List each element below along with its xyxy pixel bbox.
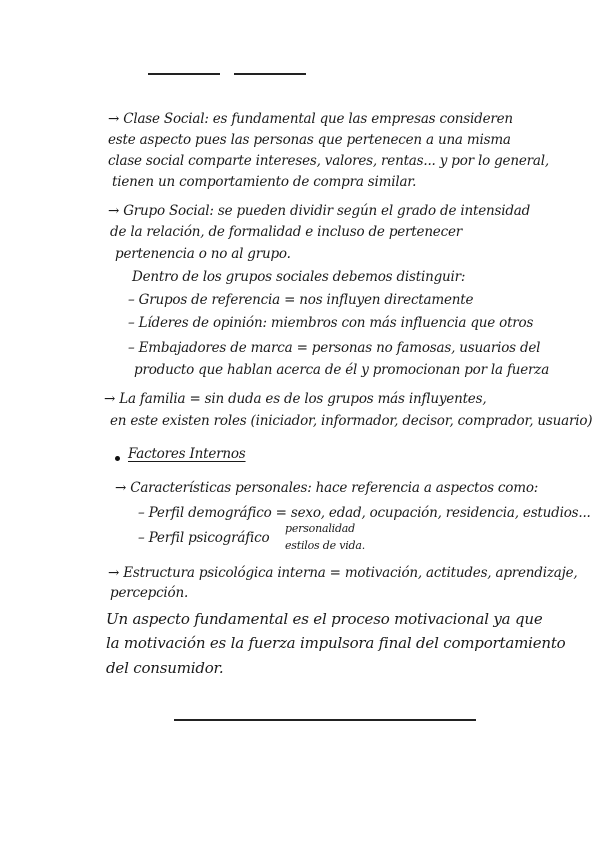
note-line: producto que hablan acerca de él y promocionan por la fuerza <box>134 362 550 378</box>
top-rule-left <box>148 73 220 75</box>
note-line: – Perfil demográfico = sexo, edad, ocupación, residencia, estudios... <box>138 505 591 521</box>
note-line: → Clase Social: es fundamental que las empresas consideren <box>108 111 513 127</box>
note-line: personalidad <box>285 522 355 535</box>
note-line: la motivación es la fuerza impulsora final del comportamiento <box>106 634 566 652</box>
section-heading: Factores Internos <box>128 446 246 462</box>
note-line: Un aspecto fundamental es el proceso motivacional ya que <box>106 610 543 628</box>
note-line: de la relación, de formalidad e incluso de pertenecer <box>110 224 463 240</box>
note-line: – Perfil psicográfico <box>138 530 270 546</box>
note-line: → Estructura psicológica interna = motivación, actitudes, aprendizaje, <box>108 565 578 581</box>
note-line: este aspecto pues las personas que pertenecen a una misma <box>108 132 511 148</box>
note-line: percepción. <box>110 585 189 601</box>
note-line: → La familia = sin duda es de los grupos más influyentes, <box>104 391 487 407</box>
note-line: en este existen roles (iniciador, informador, decisor, comprador, usuario) <box>110 413 593 429</box>
note-line: pertenencia o no al grupo. <box>115 246 291 262</box>
note-line: – Líderes de opinión: miembros con más influencia que otros <box>128 315 534 331</box>
note-line: estilos de vida. <box>285 539 366 552</box>
note-line: → Grupo Social: se pueden dividir según el grado de intensidad <box>108 203 531 219</box>
note-line: del consumidor. <box>106 659 224 677</box>
bullet-dot <box>115 456 120 461</box>
note-line: Dentro de los grupos sociales debemos distinguir: <box>132 269 466 285</box>
note-line: – Embajadores de marca = personas no famosas, usuarios del <box>128 340 541 356</box>
bottom-rule <box>174 719 476 721</box>
note-line: clase social comparte intereses, valores, rentas... y por lo general, <box>108 153 549 169</box>
top-rule-right <box>234 73 306 75</box>
note-line: – Grupos de referencia = nos influyen directamente <box>128 292 474 308</box>
note-line: → Características personales: hace referencia a aspectos como: <box>115 480 539 496</box>
note-line: tienen un comportamiento de compra similar. <box>112 174 417 190</box>
